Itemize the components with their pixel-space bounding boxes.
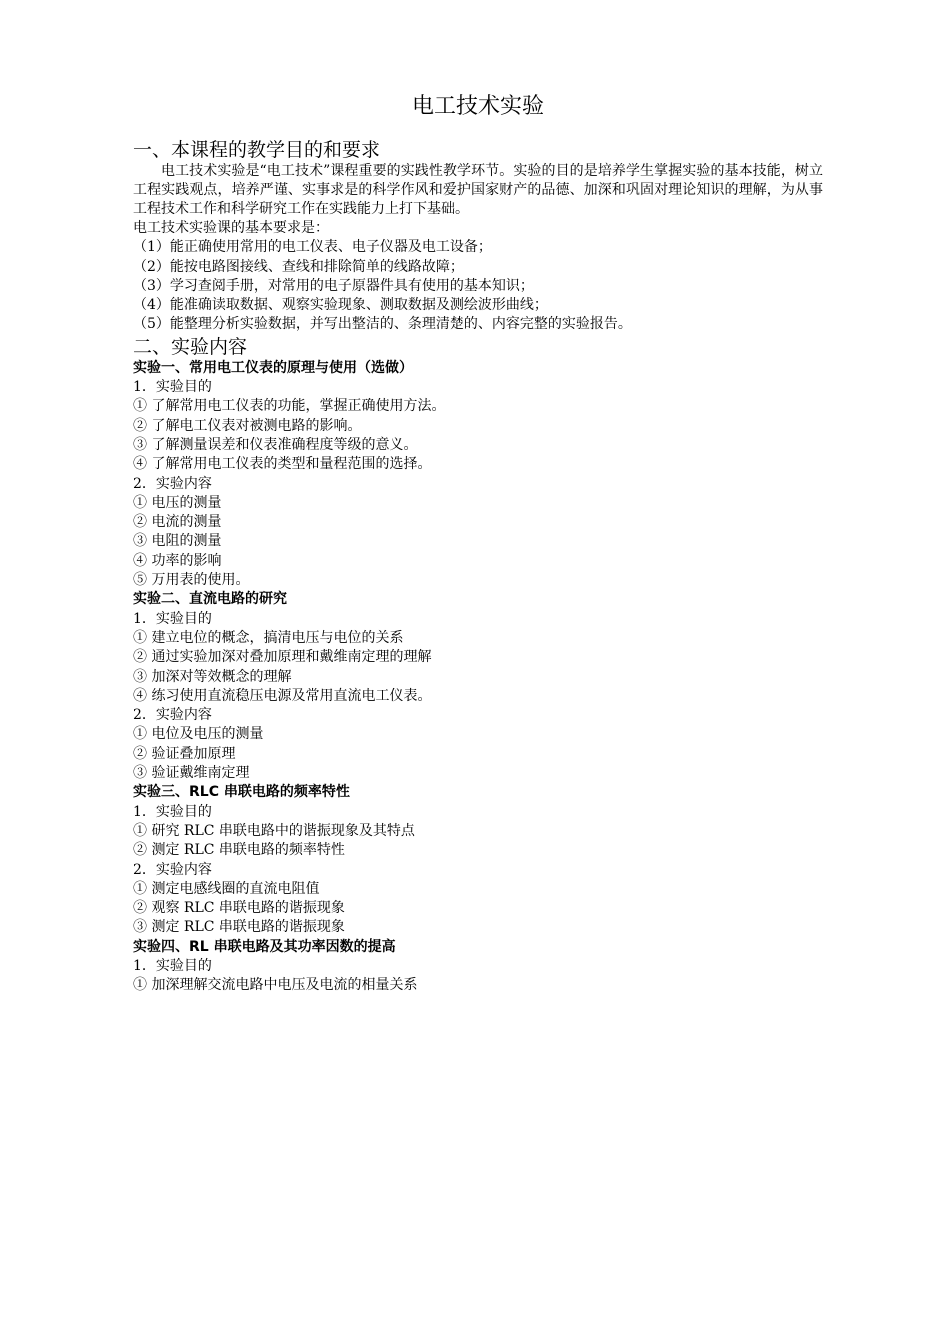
experiment-3-title: 实验三、RLC 串联电路的频率特性: [133, 784, 350, 801]
experiment-3-content-label: 2．实验内容: [133, 861, 212, 878]
experiment-1-content-label: 2．实验内容: [133, 475, 212, 492]
content-item: ⑤ 万用表的使用。: [133, 572, 250, 589]
content-item: ④ 功率的影响: [133, 552, 222, 569]
purpose-item: ② 测定 RLC 串联电路的频率特性: [133, 842, 345, 859]
document-title: 电工技术实验: [411, 94, 544, 119]
experiment-2-purpose-label: 1．实验目的: [133, 610, 212, 627]
content-item: ② 验证叠加原理: [133, 745, 236, 762]
experiment-3-purpose-label: 1．实验目的: [133, 803, 212, 820]
content-item: ② 观察 RLC 串联电路的谐振现象: [133, 900, 345, 917]
purpose-item: ① 研究 RLC 串联电路中的谐振现象及其特点: [133, 822, 415, 839]
content-item: ③ 测定 RLC 串联电路的谐振现象: [133, 919, 345, 936]
requirement-item: （5）能整理分析实验数据，并写出整洁的、条理清楚的、内容完整的实验报告。: [133, 316, 632, 333]
content-item: ① 电压的测量: [133, 494, 222, 511]
document-body: [133, 90, 823, 996]
content-item: ③ 电阻的测量: [133, 533, 222, 550]
content-item: ② 电流的测量: [133, 514, 222, 531]
purpose-item: ② 通过实验加深对叠加原理和戴维南定理的理解: [133, 649, 432, 666]
experiment-2-content-label: 2．实验内容: [133, 707, 212, 724]
experiment-4-title: 实验四、RL 串联电路及其功率因数的提高: [133, 938, 396, 955]
purpose-item: ② 了解电工仪表对被测电路的影响。: [133, 417, 362, 434]
requirement-item: （1）能正确使用常用的电工仪表、电子仪器及电工设备；: [133, 239, 492, 256]
requirement-item: （2）能按电路图接线、查线和排除简单的线路故障；: [133, 258, 464, 275]
requirement-item: （3）学习查阅手册，对常用的电子原器件具有使用的基本知识；: [133, 277, 534, 294]
requirements-lead: 电工技术实验课的基本要求是：: [133, 220, 329, 236]
purpose-item: ① 建立电位的概念，搞清电压与电位的关系: [133, 629, 404, 646]
purpose-item: ① 了解常用电工仪表的功能，掌握正确使用方法。: [133, 398, 446, 415]
experiment-1-purpose-label: 1．实验目的: [133, 379, 212, 396]
content-item: ③ 验证戴维南定理: [133, 765, 250, 782]
purpose-item: ③ 了解测量误差和仪表准确程度等级的意义。: [133, 436, 418, 453]
purpose-item: ④ 练习使用直流稳压电源及常用直流电工仪表。: [133, 687, 432, 704]
content-item: ① 测定电感线圈的直流电阻值: [133, 880, 320, 897]
content-item: ① 电位及电压的测量: [133, 726, 264, 743]
experiment-2-title: 实验二、直流电路的研究: [133, 591, 287, 608]
intro-paragraph: 电工技术实验是“电工技术”课程重要的实践性教学环节。实验的目的是培养学生掌握实验的基本技能，树立工程实践观点，培养严谨、实事求是的科学作风和爱护国家财产的品德、加深和巩固对理论知识的理解，为从事工程技术工作和科学研究工作在实践能力上打下基础。: [133, 163, 823, 217]
purpose-item: ④ 了解常用电工仪表的类型和量程范围的选择。: [133, 456, 432, 473]
experiment-4-purpose-label: 1．实验目的: [133, 957, 212, 974]
section-heading-objectives: 一、本课程的教学目的和要求: [133, 139, 381, 161]
experiment-1-title: 实验一、常用电工仪表的原理与使用（选做）: [133, 359, 413, 376]
section-heading-content: 二、实验内容: [133, 335, 248, 358]
purpose-item: ③ 加深对等效概念的理解: [133, 668, 292, 685]
purpose-item: ① 加深理解交流电路中电压及电流的相量关系: [133, 977, 418, 994]
requirement-item: （4）能准确读取数据、观察实验现象、测取数据及测绘波形曲线；: [133, 297, 548, 314]
